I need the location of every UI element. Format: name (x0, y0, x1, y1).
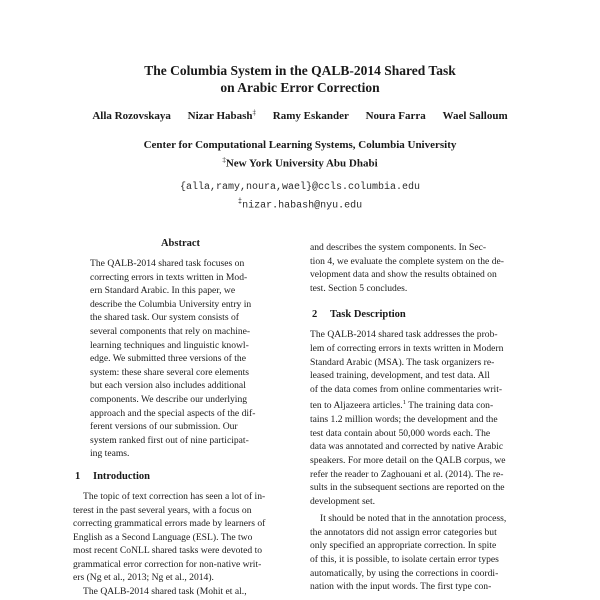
section-title: Task Description (330, 309, 406, 321)
text-line: system ranked first out of nine participat- (90, 434, 249, 446)
title-line-2: on Arabic Error Correction (220, 80, 380, 95)
email-line-1[interactable]: {alla,ramy,noura,wael}@ccls.columbia.edu (179, 182, 421, 193)
paper-title (60, 62, 540, 96)
text-line: It should be noted that in the annotation process, (320, 513, 507, 525)
text-line: The QALB-2014 shared task (Mohit et al., (83, 586, 247, 598)
text-line: nation with the input words. The first type con- (310, 581, 492, 593)
text-line: automatically, by using the corrections in coordi- (310, 567, 499, 579)
text-line: the annotators did not assign error categories but (310, 526, 497, 538)
author: Ramy Eskander (272, 109, 349, 122)
footnote-mark[interactable]: 1 (402, 399, 406, 407)
introduction-text (73, 490, 288, 599)
text-line: correcting errors in texts written in Mod- (90, 271, 248, 283)
email-line-2[interactable]: ‡nizar.habash@nyu.edu (237, 198, 363, 212)
author: Noura Farra (365, 109, 426, 122)
text-line: system: these share several core elements (90, 366, 250, 378)
text-line: ferent versions of our submission. Our (90, 421, 238, 433)
section-heading-task-description (312, 309, 532, 320)
right-column (310, 241, 532, 594)
text-line: speakers. For more detail on the QALB corpus, we (310, 454, 506, 466)
text-line: leased training, development, and test data. All (310, 370, 490, 382)
text-line: The QALB-2014 shared task addresses the prob- (310, 329, 498, 341)
text-line: only specified an appropriate correction. In spite (310, 540, 497, 552)
section-heading-introduction (75, 471, 288, 482)
text-line: describe the Columbia University entry in (90, 298, 252, 310)
introduction-continued (310, 241, 532, 295)
abstract-heading: Abstract (160, 238, 201, 249)
task-description-text (310, 328, 532, 508)
text-line: test data contain about 50,000 words each. The (310, 427, 491, 439)
text-line: velopment data and show the results obtained on (310, 269, 497, 281)
text-line: test. Section 5 concludes. (310, 282, 408, 294)
text-line: of this, it is possible, to isolate certain error types (310, 554, 499, 566)
text-line: The topic of text correction has seen a lot of in- (83, 490, 266, 502)
left-column (73, 238, 288, 599)
text-line: correcting grammatical errors made by learners of (73, 518, 266, 530)
text-line: several components that rely on machine- (90, 325, 251, 337)
abstract-text (90, 257, 280, 461)
text-line: ern Standard Arabic. In this paper, we (90, 285, 236, 297)
text-line: lem of correcting errors in texts written in Modern (310, 342, 504, 354)
text-line: data was annotated and corrected by native Arabic (310, 441, 504, 453)
affiliations (60, 138, 540, 172)
text-line: tion 4, we evaluate the complete system on the de- (310, 255, 504, 267)
author-list (60, 108, 540, 122)
text-line: ten to Aljazeera articles.$^1$ The training data con- (310, 399, 494, 412)
text-line: grammatical error correction for non-native writ- (73, 558, 262, 570)
text-line: tains 1.2 million words; the development and the (310, 414, 498, 426)
text-line: the shared task. Our system consists of (90, 312, 239, 324)
affiliation-mark: ‡ (252, 108, 257, 116)
text-line: learning techniques and linguistic knowl- (90, 339, 249, 351)
title-line-1: The Columbia System in the QALB-2014 Shared Task (144, 63, 456, 78)
text-line: The QALB-2014 shared task focuses on (90, 258, 245, 269)
text-line: terest in the past several years, with a focus on (73, 504, 252, 516)
text-line: Standard Arabic (MSA). The task organizers re- (310, 356, 495, 368)
author-emails (60, 180, 540, 213)
text-line: sults in the subsequent sections are reported on the (310, 482, 505, 494)
text-line: edge. We submitted three versions of the (90, 353, 246, 365)
author: Wael Salloum (442, 109, 508, 122)
text-line: and describes the system components. In Sec- (310, 242, 487, 253)
text-line: ing teams. (90, 448, 130, 460)
text-line: ers (Ng et al., 2013; Ng et al., 2014). (73, 572, 214, 584)
text-line: development set. (310, 495, 376, 507)
text-line: components. We describe our underlying (90, 393, 248, 405)
author: Alla Rozovskaya (92, 109, 171, 122)
section-number: 1 (75, 470, 81, 482)
affiliation-2: ‡New York University Abu Dhabi (222, 156, 378, 170)
task-description-paragraph-2 (310, 512, 532, 594)
section-number: 2 (312, 309, 318, 321)
text-line: refer the reader to Zaghouani et al. (2014). The re- (310, 468, 504, 480)
section-title: Introduction (93, 470, 150, 482)
author: Nizar Habash‡ (187, 108, 257, 122)
text-line: English as a Second Language (ESL). The two (73, 531, 253, 543)
text-line: most recent CoNLL shared tasks were devoted to (73, 545, 263, 557)
affiliation-1: Center for Computational Learning Systems, Columbia University (143, 139, 457, 151)
text-line: of the data comes from online commentaries writ- (310, 383, 503, 395)
text-line: but each version also includes additional (90, 380, 246, 392)
text-line: approach and the special aspects of the dif- (90, 407, 256, 419)
